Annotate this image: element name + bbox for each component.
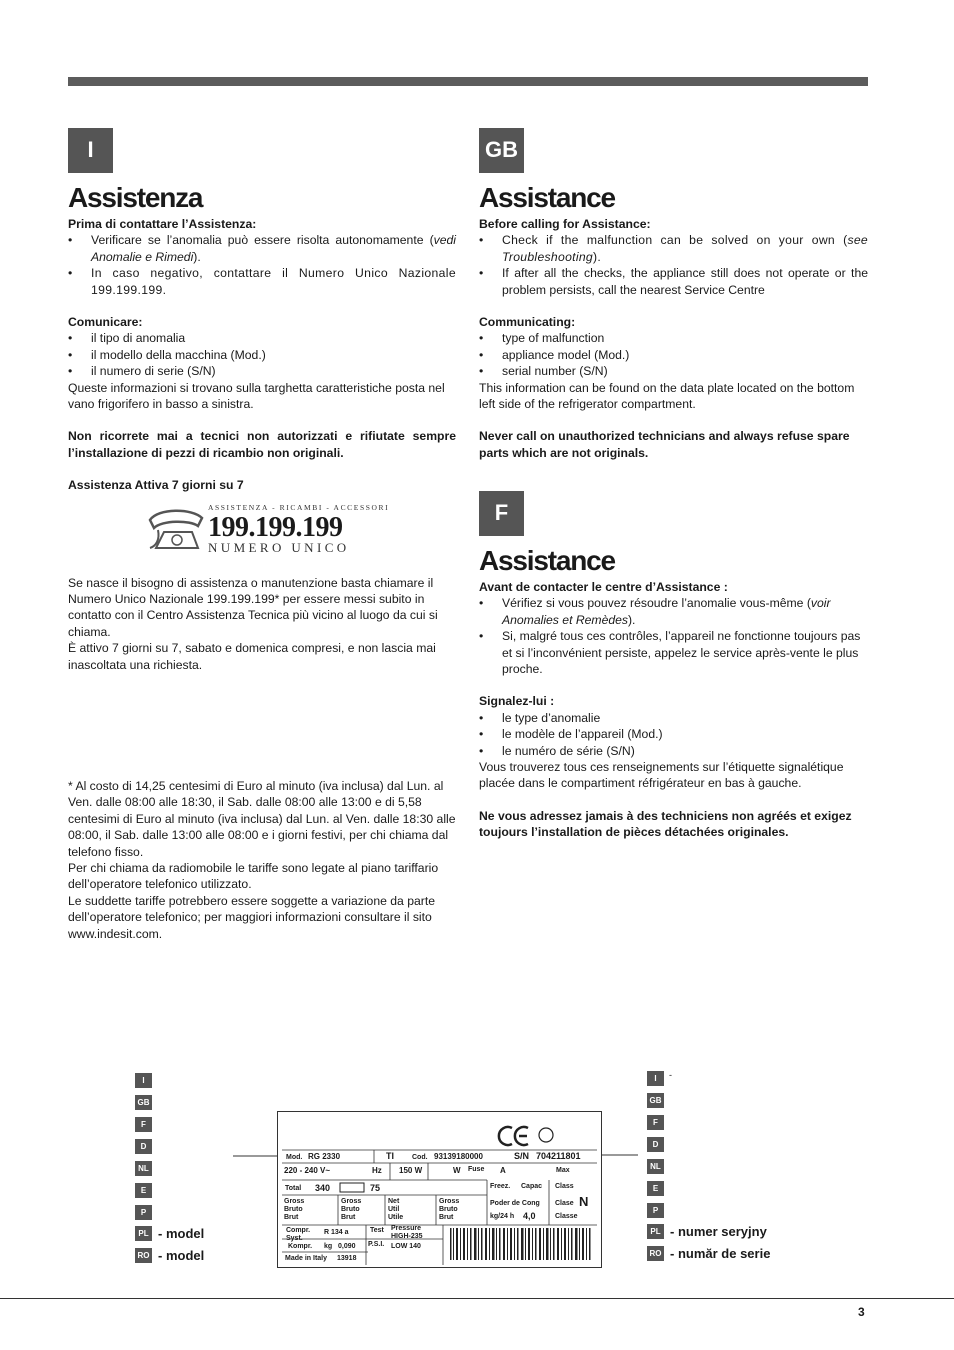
plate-cod-label: Cod. bbox=[412, 1154, 428, 1161]
footnote-3: Le suddette tariffe potrebbero essere soggette a variazione da parte dell’operatore telefonico; per maggiori informazioni consultare il sito www.indesit.com. bbox=[68, 893, 435, 941]
active-text-it: È attivo 7 giorni su 7, sabato e domenica compresi, e non lascia mai inascoltata una richiesta. bbox=[68, 641, 436, 672]
lang-badge: F bbox=[135, 1117, 152, 1132]
info-text-gb: This information can be found on the data plate located on the bottom left side of the refrigerator compartment. bbox=[479, 380, 855, 412]
lang-badge: P bbox=[135, 1205, 152, 1220]
lang-badge-gb: GB bbox=[479, 128, 524, 173]
lang-badge: NL bbox=[647, 1159, 664, 1174]
lang-badge: E bbox=[135, 1183, 152, 1198]
plate-power: 150 W bbox=[399, 1166, 423, 1175]
plate-psi: P.S.I. bbox=[368, 1241, 385, 1248]
page-number: 3 bbox=[858, 1305, 865, 1319]
plate-compr: Compr. Syst. bbox=[286, 1227, 311, 1242]
plate-capac: Capac bbox=[521, 1183, 543, 1190]
serial-label-i: - bbox=[669, 1069, 672, 1080]
serial-label-ro: - număr de serie bbox=[670, 1246, 771, 1261]
lang-badge-fr: F bbox=[479, 491, 524, 536]
lang-badge: RO bbox=[135, 1248, 152, 1263]
plate-mod-label: Mod. bbox=[286, 1154, 303, 1161]
logo-top-text: ASSISTENZA - RICAMBI - ACCESSORI bbox=[208, 502, 390, 512]
list-item: • le type d’anomalie bbox=[479, 710, 868, 726]
plate-high: HIGH-235 bbox=[391, 1233, 423, 1240]
plate-cod-value: 93139180000 bbox=[434, 1152, 483, 1161]
energy-symbol-icon bbox=[340, 1183, 364, 1192]
ce-mark-icon bbox=[499, 1127, 528, 1145]
list-item: • If after all the checks, the appliance still does not operate or the problem persists, call the nearest Service Centre bbox=[479, 265, 868, 298]
lang-badge: GB bbox=[135, 1095, 152, 1110]
lang-badge: P bbox=[647, 1203, 664, 1218]
warning-fr: Ne vous adressez jamais à des techniciens non agréés et exigez toujours l’installation de pièces détachées originales. bbox=[479, 808, 852, 840]
lang-badge: RO bbox=[647, 1246, 664, 1261]
plate-refrigerant: R 134 a bbox=[324, 1229, 349, 1236]
call-text-it: Se nasce il bisogno di assistenza o manutenzione basta chiamare il Numero Unico Nazionale 199.199.199* per essere messi subito in contatto con il Centro Assistenza Tecnica più vicino al luogo da cui si chiama. bbox=[68, 575, 438, 639]
list-item: • il modello della macchina (Mod.) bbox=[68, 347, 456, 363]
list-item: • il numero di serie (S/N) bbox=[68, 363, 456, 379]
plate-kg: kg bbox=[324, 1243, 333, 1250]
plate-class-value: N bbox=[579, 1194, 589, 1209]
plate-fuse: Fuse bbox=[468, 1166, 485, 1173]
lang-badge: PL bbox=[135, 1226, 152, 1241]
lang-badge: PL bbox=[647, 1224, 664, 1239]
plate-kg24: kg/24 h bbox=[490, 1213, 515, 1220]
plate-gross-1: Gross Bruto Brut bbox=[284, 1198, 305, 1221]
bottom-rule bbox=[0, 1298, 954, 1299]
list-item: • serial number (S/N) bbox=[479, 363, 868, 379]
info-text-fr: Vous trouverez tous ces renseignements sur l’étiquette signalétique placée dans le compartiment réfrigérateur en bas à gauche. bbox=[479, 760, 844, 791]
before-heading-it: Prima di contattare l’Assistenza: bbox=[68, 217, 257, 231]
plate-net: Net Util Utile bbox=[388, 1198, 404, 1221]
section-title-fr: Assistance bbox=[479, 545, 615, 576]
plate-voltage: 220 - 240 V~ bbox=[284, 1166, 331, 1175]
lang-badge: I bbox=[647, 1071, 664, 1086]
list-item: • il tipo di anomalia bbox=[68, 330, 456, 346]
lang-badge: F bbox=[647, 1115, 664, 1130]
info-text-it: Queste informazioni si trovano sulla targhetta caratteristiche posta nel vano frigorifero in basso a sinistra. bbox=[68, 380, 445, 412]
lang-badge: D bbox=[135, 1139, 152, 1154]
plate-gross-2: Gross Bruto Brut bbox=[341, 1198, 362, 1221]
plate-model-value: RG 2330 bbox=[308, 1152, 341, 1161]
lang-badge: I bbox=[135, 1073, 152, 1088]
logo-number: 199.199.199 bbox=[208, 512, 343, 544]
plate-total: Total bbox=[285, 1185, 302, 1192]
list-item: • In caso negativo, contattare il Numero Unico Nazionale 199.199.199. bbox=[68, 265, 456, 298]
logo-bottom-text: NUMERO UNICO bbox=[208, 540, 350, 556]
model-label-pl: - model bbox=[158, 1226, 205, 1241]
list-item: • Check if the malfunction can be solved on your own (see Troubleshooting). bbox=[479, 232, 868, 265]
data-plate bbox=[277, 1111, 602, 1268]
plate-kg-gas: 0,090 bbox=[338, 1243, 356, 1250]
section-title-it: Assistenza bbox=[68, 182, 203, 213]
warning-gb: Never call on unauthorized technicians and always refuse spare parts which are not originals. bbox=[479, 429, 850, 460]
plate-clase: Clase bbox=[555, 1200, 574, 1207]
footnote-1: * Al costo di 14,25 centesimi di Euro al minuto (iva inclusa) dal Lun. al Ven. dalle 08:00 alle 18:30, il Sab. dalle 08:00 alle 13:00 e di 5,58 centesimi di Euro al minuto (iva inclusa) dal Lun. al Ven. dalle 18:30 alle 08:00, il Sab. dalle 13:00 alle 08:00 e i giorni festivi, per chi chiama dal telefono fisso. bbox=[68, 779, 456, 859]
list-item: • le modèle de l’appareil (Mod.) bbox=[479, 726, 868, 742]
before-heading-fr: Avant de contacter le centre d’Assistance : bbox=[479, 580, 728, 594]
lang-badge: D bbox=[647, 1137, 664, 1152]
lang-badge: E bbox=[647, 1181, 664, 1196]
certification-icon bbox=[539, 1128, 553, 1142]
plate-poder: Poder de Cong bbox=[490, 1200, 540, 1207]
plate-classe: Classe bbox=[555, 1213, 578, 1220]
plate-serial-value: 704211801 bbox=[536, 1151, 581, 1161]
before-heading-gb: Before calling for Assistance: bbox=[479, 217, 651, 231]
serial-label-pl: - numer seryjny bbox=[670, 1224, 767, 1239]
plate-pressure: Pressure bbox=[391, 1225, 421, 1232]
section-title-gb: Assistance bbox=[479, 182, 615, 213]
plate-made-code: 13918 bbox=[337, 1255, 357, 1262]
list-item: • appliance model (Mod.) bbox=[479, 347, 868, 363]
lang-badge: GB bbox=[647, 1093, 664, 1108]
comm-heading-it: Comunicare: bbox=[68, 315, 143, 330]
plate-sn-label: S/N bbox=[514, 1151, 530, 1161]
lang-badge-it: I bbox=[68, 128, 113, 173]
lang-badge: NL bbox=[135, 1161, 152, 1176]
list-item: • le numéro de série (S/N) bbox=[479, 743, 868, 759]
warning-it: Non ricorrete mai a tecnici non autorizzati e rifiutate sempre l’installazione di pezzi di ricambio non originali. bbox=[68, 429, 456, 460]
plate-75: 75 bbox=[370, 1183, 381, 1193]
plate-low: LOW 140 bbox=[391, 1243, 421, 1250]
plate-hz: Hz bbox=[372, 1166, 382, 1175]
plate-kg-value: 4,0 bbox=[523, 1211, 536, 1221]
comm-heading-gb: Communicating: bbox=[479, 315, 576, 330]
model-label-ro: - model bbox=[158, 1248, 205, 1263]
list-item: • Verificare se l’anomalia può essere risolta autonomamente (vedi Anomalie e Rimedi). bbox=[68, 232, 456, 265]
plate-test: Test bbox=[370, 1227, 384, 1234]
plate-gross-3: Gross Bruto Brut bbox=[439, 1198, 460, 1221]
plate-total-value: 340 bbox=[315, 1183, 331, 1193]
plate-max: Max bbox=[556, 1167, 570, 1174]
plate-a: A bbox=[500, 1166, 506, 1175]
plate-class: Class bbox=[555, 1183, 574, 1190]
plate-kompr: Kompr. bbox=[288, 1243, 313, 1250]
barcode-icon bbox=[450, 1228, 591, 1260]
list-item: • type of malfunction bbox=[479, 330, 868, 346]
list-item: • Vérifiez si vous pouvez résoudre l’anomalie vous-même (voir Anomalies et Remèdes). bbox=[479, 595, 868, 628]
plate-made-in: Made in Italy bbox=[285, 1255, 328, 1262]
plate-w: W bbox=[453, 1166, 461, 1175]
active-heading-it: Assistenza Attiva 7 giorni su 7 bbox=[68, 478, 244, 493]
comm-heading-fr: Signalez-lui : bbox=[479, 694, 555, 709]
plate-ti: TI bbox=[386, 1151, 394, 1161]
footnote-2: Per chi chiama da radiomobile le tariffe sono legate al piano tariffario dell’operatore telefonico utilizzato. bbox=[68, 861, 439, 892]
plate-freez: Freez. bbox=[490, 1183, 511, 1190]
list-item: • Si, malgré tous ces contrôles, l’appareil ne fonctionne toujours pas et si l’inconvénient persiste, appelez le service après-vente le plus proche. bbox=[479, 628, 868, 677]
